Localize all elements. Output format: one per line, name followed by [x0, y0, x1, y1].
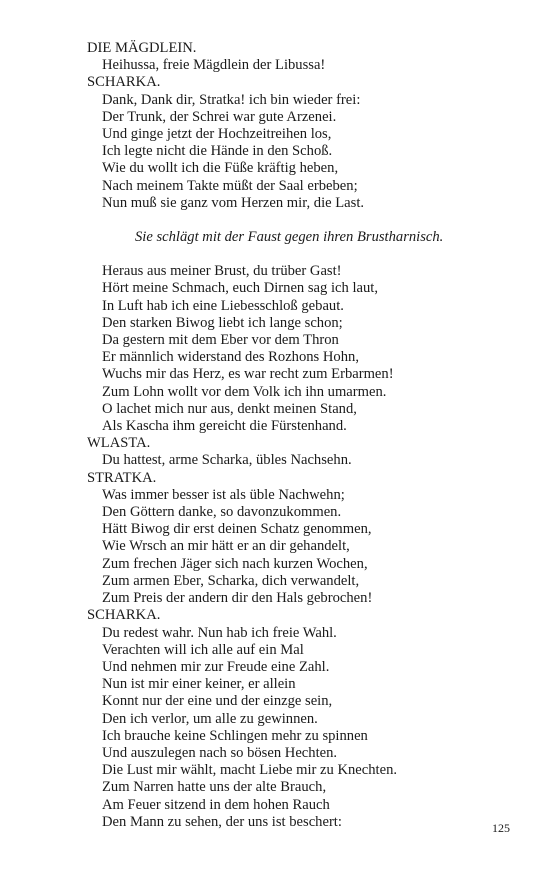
speaker-name: STRATKA. — [87, 469, 157, 486]
verse-line: Zum Lohn wollt vor dem Volk ich ihn umarmen. — [102, 383, 387, 400]
verse-line: Ich brauche keine Schlingen mehr zu spinnen — [102, 727, 368, 744]
verse-line: Wie Wrsch an mir hätt er an dir gehandelt, — [102, 538, 350, 555]
verse-line: Da gestern mit dem Eber vor dem Thron — [102, 332, 339, 349]
verse-line: Den Mann zu sehen, der uns ist beschert: — [102, 813, 342, 830]
verse-line: Als Kascha ihm gereicht die Fürstenhand. — [102, 418, 347, 435]
verse-line: Du redest wahr. Nun hab ich freie Wahl. — [102, 624, 337, 641]
verse-line: Zum frechen Jäger sich nach kurzen Wochen, — [102, 555, 368, 572]
verse-line: Heraus aus meiner Brust, du trüber Gast! — [102, 263, 342, 280]
verse-line: Zum armen Eber, Scharka, dich verwandelt, — [102, 572, 360, 589]
verse-line: Den starken Biwog liebt ich lange schon; — [102, 314, 343, 331]
verse-line: Wuchs mir das Herz, es war recht zum Erbarmen! — [102, 366, 394, 383]
verse-line: Ich legte nicht die Hände in den Schoß. — [102, 143, 333, 160]
verse-line: Was immer besser ist als üble Nachwehn; — [102, 486, 345, 503]
verse-line: Nun muß sie ganz vom Herzen mir, die Last. — [102, 194, 365, 211]
verse-line: Hört meine Schmach, euch Dirnen sag ich laut, — [102, 280, 378, 297]
page-number: 125 — [492, 821, 510, 835]
verse-line: Hätt Biwog dir erst deinen Schatz genommen, — [102, 521, 372, 538]
verse-line: Heihussa, freie Mägdlein der Libussa! — [102, 57, 326, 74]
stage-direction: Sie schlägt mit der Faust gegen ihren Brustharnisch. — [135, 229, 444, 246]
verse-line: Verachten will ich alle auf ein Mal — [102, 641, 304, 658]
verse-line: Und auszulegen nach so bösen Hechten. — [102, 744, 338, 761]
verse-line: Er männlich widerstand des Rozhons Hohn, — [102, 349, 359, 366]
verse-line: In Luft hab ich eine Liebesschloß gebaut. — [102, 297, 344, 314]
verse-line: Am Feuer sitzend in dem hohen Rauch — [102, 796, 330, 813]
speaker-name: SCHARKA. — [87, 607, 161, 624]
verse-line: Dank, Dank dir, Stratka! ich bin wieder frei: — [102, 91, 361, 108]
verse-line: O lachet mich nur aus, denkt meinen Stand, — [102, 400, 357, 417]
verse-line: Zum Preis der andern dir den Hals gebrochen! — [102, 590, 373, 607]
verse-line: Nach meinem Takte müßt der Saal erbeben; — [102, 177, 358, 194]
verse-line: Den ich verlor, um alle zu gewinnen. — [102, 710, 318, 727]
speaker-name: SCHARKA. — [87, 74, 161, 91]
verse-line: Der Trunk, der Schrei war gute Arzenei. — [102, 108, 337, 125]
verse-line: Nun ist mir einer keiner, er allein — [102, 676, 296, 693]
play-text — [87, 40, 517, 831]
speaker-name: DIE MÄGDLEIN. — [87, 40, 197, 56]
speaker-name: WLASTA. — [87, 435, 151, 452]
verse-line: Wie du wollt ich die Füße kräftig heben, — [102, 160, 339, 177]
verse-line: Die Lust mir wählt, macht Liebe mir zu Knechten. — [102, 762, 398, 779]
verse-line: Konnt nur der eine und der einzge sein, — [102, 693, 333, 710]
verse-line: Zum Narren hatte uns der alte Brauch, — [102, 779, 327, 796]
verse-line: Und ginge jetzt der Hochzeitreihen los, — [102, 126, 332, 143]
verse-line: Und nehmen mir zur Freude eine Zahl. — [102, 658, 330, 675]
verse-line: Du hattest, arme Scharka, übles Nachsehn. — [102, 452, 352, 469]
verse-line: Den Göttern danke, so davonzukommen. — [102, 504, 342, 521]
